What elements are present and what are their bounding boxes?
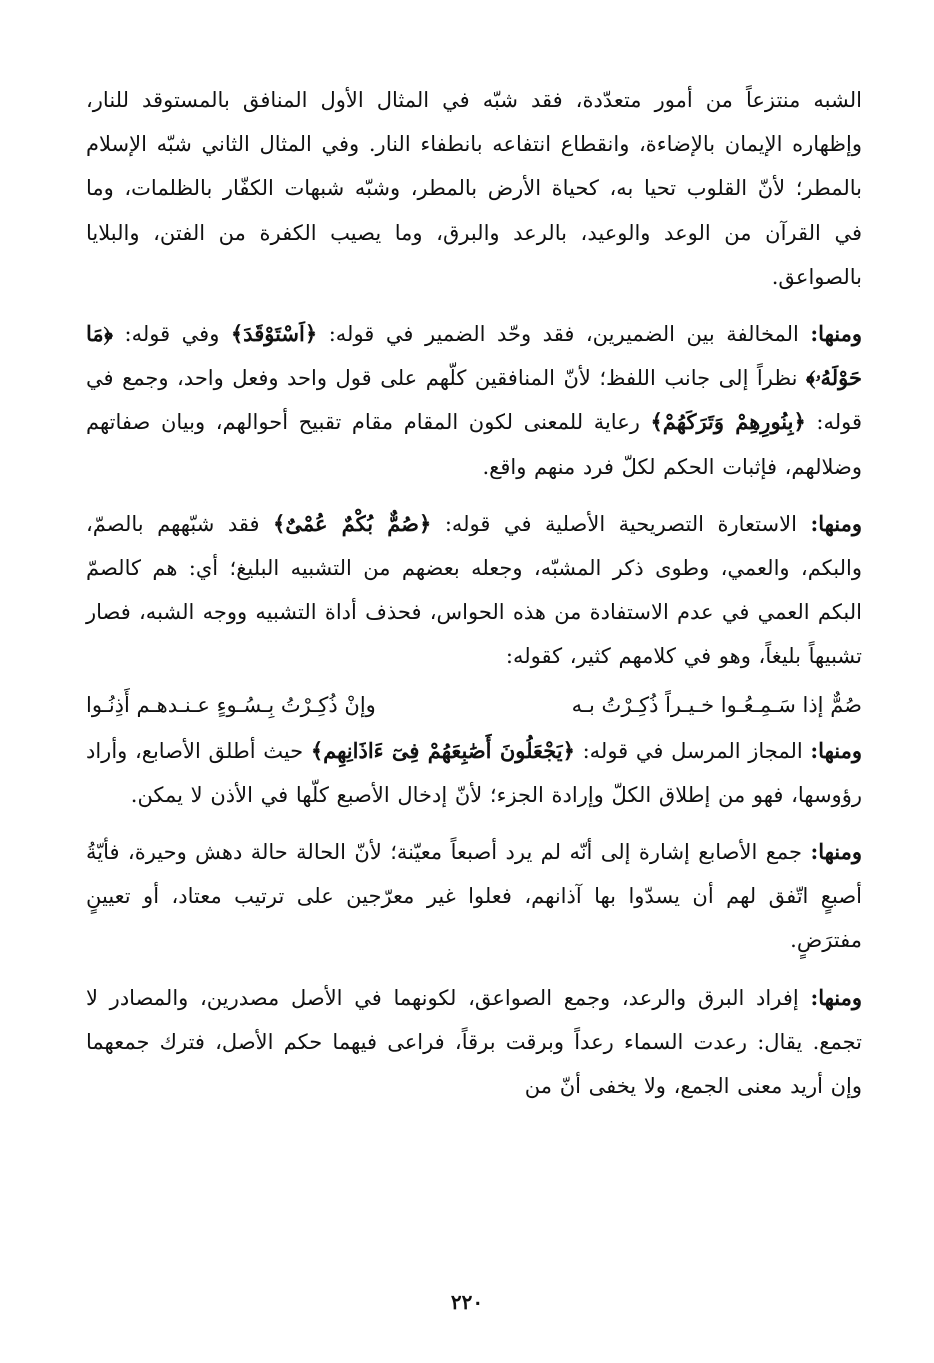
page-body (86, 78, 862, 1108)
paragraph-5-text: جمع الأصابع إشارة إلى أنّه لم يرد أصبعاً معيّنة؛ لأنّ الحالة حالة دهش وحيرة، فأيّةُ أصبعٍ اتّفق لهم أن يسدّوا بها آذانهم، فعلوا غير معرّجين على ترتيب معتاد، أو تعيينٍ مفترَضٍ. (86, 840, 862, 953)
quran-quote: ﴿يَجْعَلُونَ أَصَٰبِعَهُمْ فِىٓ ءَاذَانِهِم﴾ (310, 737, 575, 763)
paragraph-4-text-b: حيث أطلق الأصابع، وأراد رؤوسها، فهو من إطلاق الكلّ وإرادة الجزء؛ لأنّ إدخال الأصبع كلّها في الأذن لا يمكن. (86, 738, 862, 807)
verse-first-hemistich: صُمٌّ إذا سَـمِـعُـوا خـيـراً ذُكِـرْتُ بـه (571, 692, 862, 717)
paragraph-3-text-b: فقد شبّههم بالصمّ، والبكم، والعمي، وطوى ذكر المشبّه، وجعله بعضهم من التشبيه البليغ؛ أي: هم كالصمّ البكم العمي في عدم الاستفادة من هذه الحواس، فحذف أداة التشبيه ووجه الشبه، فصار تشبيهاً بليغاً، وهو في كلامهم كثير، كقوله: (86, 511, 862, 669)
paragraph-2-text-d: رعاية للمعنى لكون المقام مقام تقبيح أحوالهم، وبيان صفاتهم وضلالهم، فإثبات الحكم لكلّ فرد منهم واقع. (86, 410, 862, 479)
paragraph-5-lead: ومنها: (810, 839, 862, 865)
paragraph-4 (86, 729, 862, 817)
paragraph-2-lead: ومنها: (810, 321, 862, 347)
quran-quote: ﴿اَسْتَوْقَدَ﴾ (230, 321, 318, 347)
poetry-verse (86, 683, 862, 727)
paragraph-6 (86, 976, 862, 1109)
page-number: ٢٢٠ (450, 1290, 484, 1314)
paragraph-2-text-b: وفي قوله: (112, 322, 231, 347)
paragraph-1-text: الشبه منتزعاً من أمور متعدّدة، فقد شبّه في المثال الأول المنافق بالمستوقد للنار، وإظهاره الإيمان بالإضاءة، وانقطاع انتفاعه بانطفاء النار. وفي المثال الثاني شبّه الإسلام بالمطر؛ لأنّ القلوب تحيا به، كحياة الأرض بالمطر، وشبّه شبهات الكفّار بالظلمات، وما في القرآن من الوعد والوعيد، بالرعد والبرق، وما يصيب الكفرة من الفتن، والبلايا بالصواعق. (86, 88, 862, 289)
quran-quote: ﴿مَا حَوْلَهُۥ﴾ (86, 321, 862, 391)
paragraph-1 (86, 78, 862, 299)
verse-second-hemistich: وإنْ ذُكِـرْتُ بِـسُـوءٍ عـنـدهـم أَذِنُـوا (86, 692, 376, 717)
paragraph-3-lead: ومنها: (810, 510, 862, 536)
paragraph-2-text-c: نظراً إلى جانب اللفظ؛ لأنّ المنافقين كلّهم على قول واحد وفعل واحد، وجمع في قوله: (86, 366, 862, 435)
paragraph-4-text-a: المجاز المرسل في قوله: (574, 738, 803, 763)
paragraph-6-lead: ومنها: (810, 984, 862, 1010)
paragraph-4-lead: ومنها: (810, 737, 862, 763)
quran-quote: ﴿صُمٌّ بُكْمٌ عُمْىٌ﴾ (273, 510, 432, 536)
paragraph-6-text: إفراد البرق والرعد، وجمع الصواعق، لكونهما في الأصل مصدرين، والمصادر لا تجمع. يقال: رعدت السماء رعداً وبرقت برقاً، فراعى فيهما حكم الأصل، فترك جمعهما وإن أريد معنى الجمع، ولا يخفى أنّ من (86, 985, 862, 1099)
paragraph-2 (86, 312, 862, 489)
quran-quote: ﴿بِنُورِهِمْ وَتَرَكَهُمْ﴾ (650, 409, 806, 435)
paragraph-3-text-a: الاستعارة التصريحية الأصلية في قوله: (431, 511, 797, 536)
paragraph-3 (86, 502, 862, 679)
paragraph-2-text-a: المخالفة بين الضميرين، فقد وحّد الضمير في قوله: (317, 322, 799, 347)
paragraph-5 (86, 830, 862, 963)
